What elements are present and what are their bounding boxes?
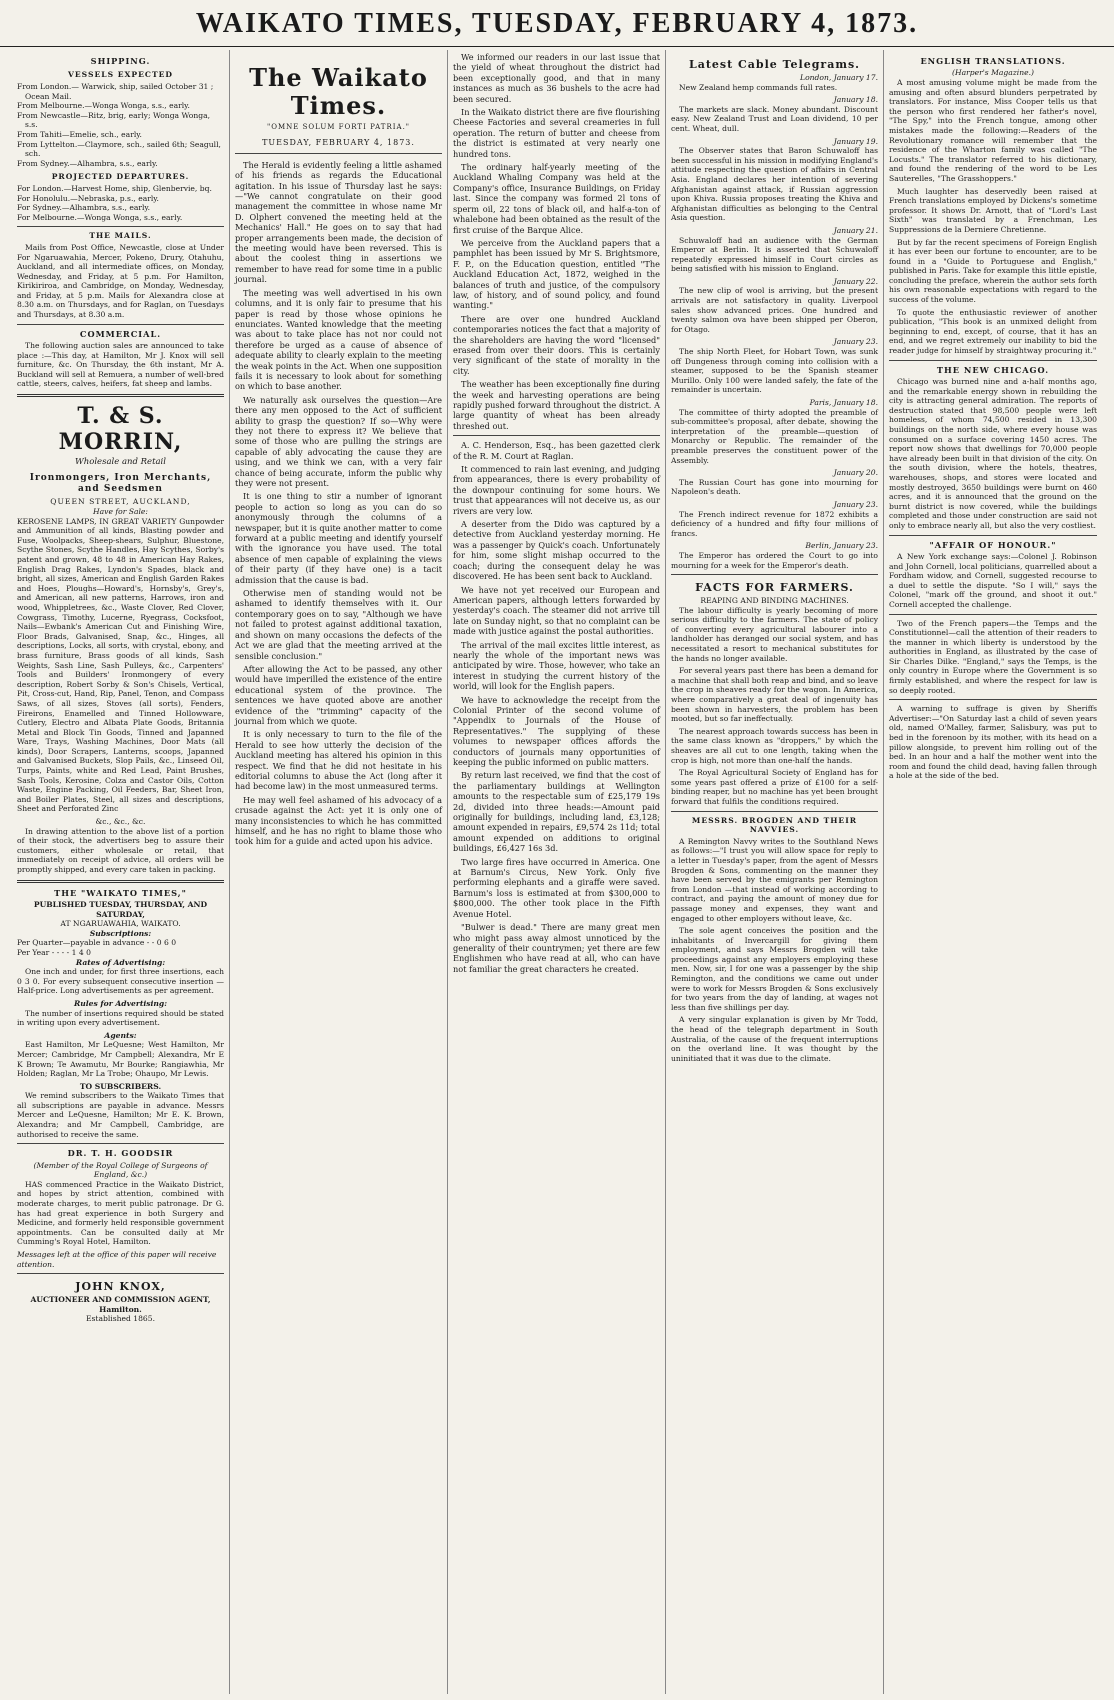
news-note: "Bulwer is dead." There are many great men who might pass away almost unnoticed by the generality of their countrymen; yet there are few Englishmen who have read at all, who can have not familiar the great characters he created.: [453, 922, 660, 974]
farmers-paragraph: The Royal Agricultural Society of England has for some years past offered a prize of £100 for a self-binding reaper, but no machine has yet been brought forward that fulfils the conditions required.: [671, 768, 878, 806]
leader-paragraph: The Herald is evidently feeling a little ashamed of his friends as regards the Educational agitation. In his issue of Thursday last he says:—"We cannot congratulate on their good management the committee in whose name Mr D. Olphert convened the meeting held at the Mechanics' Hall." He goes on to say that had proper arrangements been made, the decision of the meeting would have been reversed. This is about the coolest thing in assertions we remember to have read for some time in a public journal.: [235, 159, 442, 285]
times-location: AT NGARUAWAHIA, WAIKATO.: [60, 919, 181, 929]
leader-paragraph: Otherwise men of standing would not be ashamed to identify themselves with it. Our contemporary goes on to say, "Although we have not failed to protest against additional taxation, and shown on many occasions the defects of the Act we are glad that the meeting arrived at the sensible conclusion.": [235, 588, 442, 661]
translations-paragraph: To quote the enthusiastic reviewer of another publication, "This book is an unmixed delight from beginning to end, except, of course, that it has an end, and we regret extremely our inability to bid the reader judge for himself by straightway procuring it.": [889, 307, 1097, 356]
knox-sub: AUCTIONEER AND COMMISSION AGENT, Hamilton.: [30, 1295, 211, 1314]
farmers-heading: FACTS FOR FARMERS.: [695, 581, 854, 595]
latest-text: The ship North Fleet, for Hobart Town, was sunk off Dungeness through coming into collision with a steamer, supposed to be the Spanish steamer Murillo. Only 100 were landed safely, the fate of the remainder is uncertain.: [671, 347, 878, 395]
chicago-heading: THE NEW CHICAGO.: [936, 364, 1050, 375]
news-note: There are over one hundred Auckland contemporaries notices the fact that a majority of the shareholders are having the word "licensed" erased from over their doors. This is certainly very significant of the state of morality in the city.: [453, 313, 660, 376]
rules-text: The number of insertions required should be stated in writing upon every advertisement.: [17, 1008, 224, 1028]
latest-item: [671, 541, 878, 570]
rules-heading: Rules for Advertising:: [73, 998, 168, 1008]
rates-heading: Rates of Advertising:: [75, 957, 166, 967]
leader-paragraph: The meeting was well advertised in his own columns, and it is only fair to presume that his paper is read by those whose opinions he enunciates. Wanted knowledge that the meeting was about to take place has not nor could not therefore be urged as a cause of absence of adequate ability to clearly explain to the meeting the weak points in the Act. When one supposition fails it is necessary to look about for something on which to base another.: [235, 287, 442, 392]
commercial-text: The following auction sales are announced to take place :—This day, at Hamilton, Mr J. Knox will sell furniture, &c. On Thursday, the 6th instant, Mr A. Buckland will sell at Remuera, a number of well-bred cattle, steers, calves, heifers, fat sheep and lambs.: [17, 341, 224, 389]
knox-est: Established 1865.: [85, 1314, 156, 1324]
translations-heading: ENGLISH TRANSLATIONS.: [920, 56, 1066, 66]
latest-dateline: London, January 17.: [800, 73, 878, 82]
agents-heading: Agents:: [104, 1030, 137, 1040]
vessel-item: From Lyttelton.—Claymore, sch., sailed 6th; Seagull, sch.: [17, 139, 221, 159]
news-note: It commenced to rain last evening, and judging from appearances, there is every probability of the downpour continuing for some hours. We trust that appearances will not deceive us, as our rivers are very low.: [453, 464, 660, 516]
times-heading: THE "WAIKATO TIMES,": [54, 887, 187, 898]
brogden-paragraph: A Remington Navvy writes to the Southland News as follows:—"I trust you will allow space for reply to a letter in Tuesday's paper, from the agent of Messrs Brogden & Sons, commenting on the manner they have been served by the emigrants per Remington from London —that instead of working according to contract, and paying the amount of money due for passage money and expenses, they want and engaged to other employers without leave, &c.: [671, 836, 878, 923]
leader-paragraph: It is only necessary to turn to the file of the Herald to see how utterly the decision of the Auckland meeting has altered his opinion in this respect. We find that he did not hesitate in his editorial columns to abuse the Act (long after it had become law) in the most unmeasured terms.: [235, 729, 442, 792]
goodsir-heading: DR. T. H. GOODSIR: [67, 1148, 174, 1159]
news-note: We perceive from the Auckland papers that a pamphlet has been issued by Mr S. Brightsmore, F. P., on the Education question, entitled "The Auckland Education Act, 1872, weighed in the balances of truth and justice, of the compulsory law, of history, and of sound policy, and found wanting.": [453, 237, 660, 311]
latest-item: [671, 95, 878, 133]
vessel-item: From Tahiti—Emelie, sch., early.: [17, 129, 142, 139]
column-2: [230, 50, 448, 1694]
latest-item: [671, 226, 878, 274]
departure-item: For Sydney.—Alhambra, s.s., early.: [17, 203, 151, 213]
latest-item: [671, 468, 878, 497]
paper-date: TUESDAY, FEBRUARY 4, 1873.: [262, 138, 415, 148]
news-note: We have to acknowledge the receipt from the Colonial Printer of the second volume of "Appendix to Journals of the House of Representatives." The supplying of these volumes to newspaper offices affords the conductors of journals many opportunities of keeping the public informed on public matters.: [453, 694, 660, 767]
latest-text: Schuwaloff had an audience with the German Emperor at Berlin. It is asserted that Schuwaloff repeatedly expressed himself in Court circles as being satisfied with his mission to England.: [671, 235, 878, 274]
morrin-trade: Ironmongers, Iron Merchants, and Seedsmen: [29, 473, 212, 495]
news-note: A. C. Henderson, Esq., has been gazetted clerk of the R. M. Court at Raglan.: [453, 440, 660, 461]
news-note: We informed our readers in our last issue that the yield of wheat throughout the district had been exceptionally good, and that in many instances as much as 36 bushels to the acre had been secured.: [453, 52, 660, 104]
column-5: [884, 50, 1102, 1694]
vessels-list: [17, 82, 224, 168]
news-note: We have not yet received our European and American papers, although letters forwarded by yesterday's coach. The steamer did not arrive till late on Sunday night, so that no complaint can be made with justice against the postal authorities.: [453, 584, 660, 637]
farmers-paragraph: The nearest approach towards success has been in the same class known as "droppers," by which the sheaves are all cut to one length, taking when the crop is high, not more than one-half the hands.: [671, 726, 878, 765]
agents-text: East Hamilton, Mr LeQuesne; West Hamilton, Mr Mercer; Cambridge, Mr Campbell; Alexandra, Mr E K Brown; Te Awamutu, Mr Bourke; Rangiawhia, Mr Holden; Raglan, Mr La Trobe; Ohaupo, Mr Lewis.: [17, 1040, 224, 1079]
column-1: [12, 50, 230, 1694]
warning-text: A warning to suffrage is given by Sheriffs Advertiser:—"On Saturday last a child of seven years old, named O'Malley, farmer, Salisbury, was put to bed in the forenoon by its mother, with its head on a pillow alongside, to prevent him rolling out of the bed. In an hour and a half the mother went into the room and found the child dead, having fallen through a hole at the side of the bed.: [889, 704, 1097, 781]
departure-item: For London.—Harvest Home, ship, Glenbervie, bq.: [17, 183, 212, 193]
leader-paragraph: We naturally ask ourselves the question—Are there any men opposed to the Act of sufficient ability to grasp the question? If so—Why were they not there to express it? We believe that some of those who are pulling the strings are capable of ably advocating the cause they are using, and we think we can, with a very fair chance of being accurate, inform the public why they were not present.: [235, 394, 442, 488]
rates-text: One inch and under, for first three insertions, each 0 3 0. For every subsequent consecutive insertion — Half-price. Long advertisements as per agreement.: [17, 967, 224, 996]
latest-dateline: January 23.: [833, 337, 878, 347]
latest-item: [671, 398, 878, 465]
translations-paragraph: But by far the recent specimens of Foreign English it has ever been our fortune to encounter, are to be found in a "Guide to Portuguese and English," published in Paris. Take for example this little epistle, concluding the preface, wherein the author sets forth his own reasonable expectations with regard to the success of the volume.: [889, 237, 1097, 305]
subscriptions-heading: Subscriptions:: [89, 928, 152, 938]
news-note: By return last received, we find that the cost of the parliamentary buildings at Wellington amounts to the respectable sum of £25,179 19s 2d, divided into three heads:—Amount paid originally for buildings, including land, £3,128; amount expended in repairs, £9,574 2s 11d; total amount expended on additions to original buildings, £6,427 16s 3d.: [453, 770, 660, 854]
column-3: [448, 50, 666, 1694]
brogden-heading: MESSRS. BROGDEN AND THEIR NAVVIES.: [691, 815, 858, 835]
latest-heading: Latest Cable Telegrams.: [688, 58, 860, 71]
latest-dateline: January 21.: [833, 225, 878, 235]
honour-text: A New York exchange says:—Colonel J. Robinson and John Cornell, local politicians, quarrelled about a Fordham widow, and Cornell, suggested recourse to a duel to settle the dispute. "So I will," says the Colonel, "mark off the ground, and shoot it out." Cornell accepted the challenge.: [889, 551, 1097, 609]
vessel-item: From Melbourne.—Wonga Wonga, s.s., early.: [17, 101, 190, 111]
goodsir-text: HAS commenced Practice in the Waikato District, and hopes by strict attention, combined with moderate charges, to merit public patronage. Dr G. has had great experience in both Surgery and Medicine, and formerly held responsible government appointments. Can be consulted daily at Mr Cumming's Royal Hotel, Hamilton.: [17, 1179, 224, 1247]
leader-paragraph: He may well feel ashamed of his advocacy of a crusade against the Act: yet it is only one of many inconsistencies to which he has committed himself, and he has no right to blame those who took him for a guide and acted upon his advice.: [235, 794, 442, 847]
vessel-item: From Newcastle—Ritz, brig, early; Wonga Wonga, s.s.: [17, 110, 211, 130]
running-head: WAIKATO TIMES, TUESDAY, FEBRUARY 4, 1873.: [195, 8, 919, 39]
chicago-text: Chicago was burned nine and a-half months ago, and the remarkable energy shown in rebuilding the city is attracting general admiration. The reports of destruction stated that 98,500 people were left homeless, of whom 74,500 resided in 13,300 buildings on the north side, where every house was consumed on a surface covering 1450 acres. The report now shows that dwellings for 70,000 people have already been built in that division of the city. On the south division, where the hotels, theatres, warehouses, shops, and stores were located and mostly destroyed, 3650 buildings were burnt on 460 acres, and it is announced that the ground on the burnt district is now covered, while the buildings completed and those under construction are said not only to embrace nearly all, but also the very costliest.: [889, 377, 1097, 530]
news-note: The ordinary half-yearly meeting of the Auckland Whaling Company was held at the Company's office, Insurance Buildings, on Friday last. Since the company was formed 2l tons of sperm oil, 22 tons of black oil, and half-a-ton of whalebone had been obtained as the result of the first cruise of the Barque Alice.: [453, 162, 660, 235]
news-note: The weather has been exceptionally fine during the week and harvesting operations are being rapidly pushed forward throughout the district. A large quantity of wheat has been already threshed out.: [453, 379, 660, 431]
latest-dateline: January 19.: [833, 136, 878, 146]
latest-item: [671, 337, 878, 395]
subs-quarter: Per Quarter—payable in advance - - 0 6 0: [17, 938, 177, 948]
brogden-paragraph: A very singular explanation is given by Mr Todd, the head of the telegraph department in South Australia, of the cause of the frequent interruptions on the overland line. It was thought by the uninitiated that it was due to the climate.: [671, 1015, 878, 1063]
subs-year: Per Year - - - - 1 4 0: [17, 947, 91, 957]
vessels-heading: VESSELS EXPECTED: [68, 70, 173, 80]
departure-item: For Honolulu.—Nebraska, p.s., early.: [17, 193, 159, 203]
latest-text: The Observer states that Baron Schuwaloff has been successful in his mission in modifying England's attitude respecting the question of affairs in Central Asia. England declares her intention of severing Afghanistan against attack, if Russian aggression upon Khiva. Russia proposes treating the Khiva and Afghanistan difficulties as belonging to the Central Asia question.: [671, 146, 878, 223]
commercial-heading: COMMERCIAL.: [79, 328, 162, 339]
morrin-title: T. & S. MORRIN,: [58, 403, 183, 456]
goodsir-sub: (Member of the Royal College of Surgeons of England, &c.): [33, 1160, 208, 1180]
latest-item: [671, 500, 878, 538]
latest-dateline: Berlin, January 23.: [805, 541, 878, 551]
vessel-item: From Sydney.—Alhambra, s.s., early.: [17, 158, 158, 168]
farmers-subheading: REAPING AND BINDING MACHINES.: [700, 596, 849, 606]
vessel-item: From London.— Warwick, ship, sailed October 31 ; Ocean Mail.: [17, 82, 214, 101]
latest-text: The Russian Court has gone into mourning for Napoleon's death.: [671, 477, 878, 497]
departures-list: [17, 184, 224, 222]
latest-item: [671, 137, 878, 223]
news-note: Two large fires have occurred in America. One at Barnum's Circus, New York. Only five performing elephants and a giraffe were saved. Barnum's loss is estimated at from $300,000 to $800,000. The other took place in the Fifth Avenue Hotel.: [453, 856, 660, 919]
translations-paragraph: A most amusing volume might be made from the amusing and often absurd blunders perpetrated by translators. For instance, Miss Cooper tells us that the person who first rendered her father's novel, "The Spy," into the French tongue, among other mistakes made the following:—Readers of the Revolutionary romance will remember that the residence of the Wharton family was called "The Locusts." The translator referred to his dictionary, and found the rendering of the word to be Les Sauterelles, "The Grasshoppers.": [889, 78, 1097, 183]
departure-item: For Melbourne.—Wonga Wonga, s.s., early.: [17, 212, 183, 222]
morrin-items: KEROSENE LAMPS, IN GREAT VARIETY Gunpowder and Ammunition of all kinds, Blasting powder and Fuse, Woolpacks, Sheep-shears, Sulphur, Bluestone, Scythe Stones, Scythe Handles, Hay Scythes, Sorby's patent and grown, 48 to 48 in American Hay Rakes, English Drag Rakes, Lyndon's Spades, black and bright, all sizes, American and English Garden Rakes and Hoes, Ploughs—Howard's, Hornsby's, Grey's, and American, all new patterns, Harrows, iron and wood, Whippletrees, &c., Waste Clover, Red Clover, Cowgrass, Timothy, Lucerne, Ryegrass, Cocksfoot, Nails—Ewbank's American Cut and Finishing Wire, Floor Brads, Galvanised, Snap, &c., Hinges, all descriptions, Locks, all sorts, with crystal, ebony, and brass furniture, Brass goods of all kinds, Sash Weights, Sash Line, Sash Pulleys, &c., Carpenters' Tools and Builders' Ironmongery of every description, Robert Sorby & Son's Chisels, Vertical, Pit, Cross-cut, Hand, Rip, Panel, Tenon, and Compass Saws, of all sizes, Stoves (all sorts), Fenders, Fireirons, Enamelled and Tinned Hollowware, Cutlery, Electro and Albata Plate Goods, Britannia Metal and Block Tin Goods, Tinned and Japanned Ware, Trays, Washing Machines, Door Mats (all kinds), Door Scrapers, Lanterns, scoops, Japanned and Galvanised Buckets, Slop Pails, &c., Linseed Oil, Turps, Paints, white and Red Lead, Paint Brushes, Sash Tools, Kerosine, Colza and Castor Oils, Cotton Waste, Engine Packing, Oil Feeders, Bar, Sheet Iron, and Boiler Plates, Steel, all sizes and descriptions, Sheet and Perforated Zinc: [17, 516, 224, 814]
leader-paragraph: It is one thing to stir a number of ignorant people to action so long as you can do so anonymously through the columns of a newspaper, but it is quite another matter to come forward at a public meeting and identify yourself with the ignorance you have used. The total absence of men capable of explaining the views of their party (if they have one) is a tacit admission that the cause is bad.: [235, 491, 442, 585]
times-published: PUBLISHED TUESDAY, THURSDAY, AND SATURDAY,: [33, 900, 208, 919]
morrin-footer: In drawing attention to the above list of a portion of their stock, the advertisers beg to assure their customers, either wholesale or retail, that immediately on receipt of advice, all orders will be promptly shipped, and every care taken in packing.: [17, 826, 224, 874]
latest-text: The French indirect revenue for 1872 exhibits a deficiency of a hundred and fifty four millions of francs.: [671, 509, 878, 538]
columns: [12, 50, 1102, 1690]
paper-text: Two of the French papers—the Temps and the Constitutionnel—call the attention of their readers to the manner in which liberty is understood by the authorities in England, as illustrated by the case of Sir Charles Dilke. "England," says the Temps, is the only country in Europe where the Government is so firmly established, and where the respect for law is so deeply rooted.: [889, 618, 1097, 695]
latest-text: The new clip of wool is arriving, but the present arrivals are not satisfactory in quality. Liverpool sales show advanced prices. One hundred and twenty salmon ova have been shipped per Oberon, for Otago.: [671, 286, 878, 334]
tosub-text: We remind subscribers to the Waikato Times that all subscriptions are payable in advance. Messrs Mercer and LeQuesne, Hamilton; Mr E. K. Brown, Alexandra; and Mr Campbell, Cambridge, are authorised to receive the same.: [17, 1091, 224, 1139]
morrin-subtitle: Wholesale and Retail: [75, 457, 166, 468]
morrin-have: Have for Sale:: [93, 507, 148, 517]
latest-item: [671, 277, 878, 335]
latest-dateline: January 20.: [833, 468, 878, 478]
paper-motto: "OMNE SOLUM FORTI PATRIA.": [266, 123, 411, 131]
masthead: [0, 0, 1114, 47]
brogden-paragraph: The sole agent conceives the position and the inhabitants of Invercargill for giving them employment, and says Messrs Brogden will take proceedings against any employers employing these men. Now, sir, I for one was a passenger by the ship Remington, and the conditions we came out under were to work for Messrs Brogden & Sons exclusively for two years from the day of landing, at wages not less than five shillings per day.: [671, 926, 878, 1012]
mails-heading: THE MAILS.: [89, 231, 152, 241]
news-note: In the Waikato district there are five flourishing Cheese Factories and several creameries in full operation. The return of butter and cheese from the district is estimated at very nearly one hundred tons.: [453, 107, 660, 159]
farmers-paragraph: For several years past there has been a demand for a machine that shall both reap and bind, and so leave the crop in sheaves ready for the wagon. In America, where comparatively a great deal of ingenuity has been shown in harvesters, the problem has been mooted, but so far ineffectually.: [671, 666, 878, 724]
morrin-etc: &c., &c., &c.: [95, 817, 146, 827]
translations-paragraph: Much laughter has deservedly been raised at French translations employed by Dickens's sometime professor. It shows Dr. Arnott, that of "Lord's Last Sixth" was translated by a Frenchman, Les Suppressions de la Derniere Chretienne.: [889, 186, 1097, 234]
editorial-masthead: [235, 58, 442, 154]
latest-dateline: Paris, January 18.: [809, 398, 878, 407]
latest-item: [671, 73, 878, 92]
latest-dateline: January 23.: [833, 499, 878, 509]
morrin-address: QUEEN STREET, AUCKLAND,: [50, 497, 191, 507]
honour-heading: "AFFAIR OF HONOUR.": [929, 539, 1057, 550]
latest-dateline: January 22.: [833, 276, 878, 286]
knox-heading: JOHN KNOX,: [75, 1280, 166, 1294]
latest-text: New Zealand hemp commands full rates.: [679, 82, 838, 92]
goodsir-note: Messages left at the office of this paper will receive attention.: [17, 1250, 217, 1269]
latest-text: The committee of thirty adopted the preamble of sub-committee's proposal, after debate, showing the interpretation of the preamble—question of Monarchy or Republic. The remainder of the preamble preserves the constituent power of the Assembly.: [671, 407, 878, 465]
news-note: The arrival of the mail excites little interest, as nearly the whole of the important news was anticipated by wire. Those, however, who take an interest in studying the current history of the world, will look for the English papers.: [453, 639, 660, 692]
shipping-heading: SHIPPING.: [90, 56, 151, 66]
mails-text: Mails from Post Office, Newcastle, close at Under For Ngaruawahia, Mercer, Pokeno, Drury, Otahuhu, Auckland, and all intermediate offices, on Monday, Wednesday, and Friday, at 5 p.m. For Hamilton, Kirikiriroa, and Cambridge, on Monday, Wednesday, and Friday, at 5 p.m. Mails for Alexandra close at 8.30 a.m. on Thursdays, and for Raglan, on Tuesdays and Thursdays, at 8.30 a.m.: [17, 242, 224, 320]
translations-sub: (Harper's Magazine.): [951, 68, 1034, 78]
latest-dateline: January 18.: [833, 95, 878, 105]
tosub-heading: TO SUBSCRIBERS.: [79, 1081, 162, 1091]
latest-text: The markets are slack. Money abundant. Discount easy. New Zealand Trust and Loan dividend, 10 per cent. Wheat, dull.: [671, 104, 878, 133]
paper-title: The Waikato Times.: [249, 63, 428, 120]
latest-text: The Emperor has ordered the Court to go into mourning for a week for the Emperor's death.: [671, 550, 878, 570]
news-note: A deserter from the Dido was captured by a detective from Auckland yesterday morning. He was a passenger by Quick's coach. Unfortunately for him, some slight mishap occurred to the coach; during the consequent delay he was discovered. He has been sent back to Auckland.: [453, 519, 660, 582]
column-4: [666, 50, 884, 1694]
departures-heading: PROJECTED DEPARTURES.: [51, 172, 190, 182]
farmers-paragraph: The labour difficulty is yearly becoming of more serious difficulty to the farmers. The state of policy of converting every agricultural labourer into a landholder has deranged our social system, and has necessitated a resort to mechanical substitutes for the hands no longer available.: [671, 605, 878, 663]
leader-paragraph: After allowing the Act to be passed, any other would have imperilled the existence of the entire educational system of the province. The sentences we have quoted above are another evidence of the "trimming" capacity of the journal from which we quote.: [235, 663, 442, 726]
